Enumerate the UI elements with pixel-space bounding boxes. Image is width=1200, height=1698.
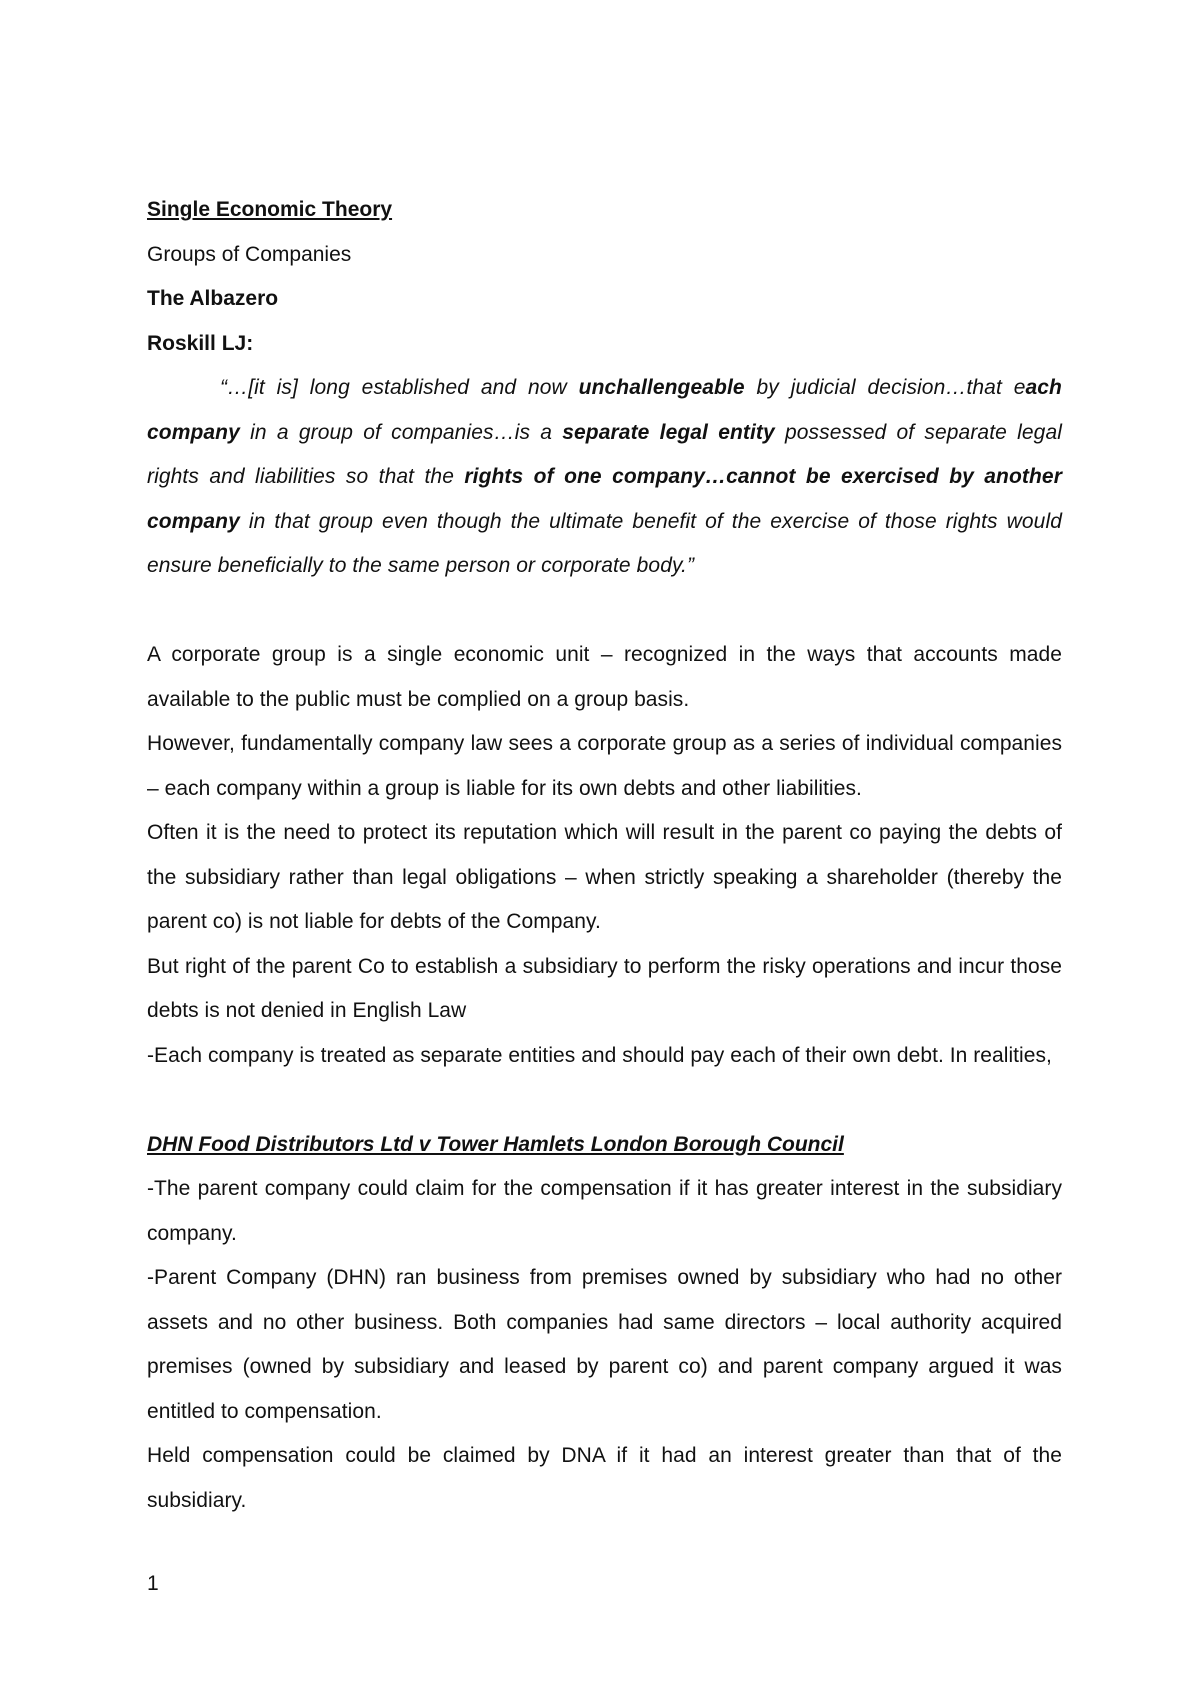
- paragraph: -The parent company could claim for the compensation if it has greater interest in the subsidiary company.: [147, 1177, 1062, 1245]
- quote-emphasis: ach company: [147, 376, 1062, 444]
- paragraph: -Each company is treated as separate entities and should pay each of their own debt. In realities,: [147, 1043, 1052, 1067]
- paragraph: Often it is the need to protect its reputation which will result in the parent co paying the debts of the subsidiary rather than legal obligations – when strictly speaking a shareholder (thereby the parent co) is not liable for debts of the Company.: [147, 821, 1062, 933]
- paragraph: However, fundamentally company law sees a corporate group as a series of individual companies – each company within a group is liable for its own debts and other liabilities.: [147, 732, 1062, 800]
- quote-part: “…[it is] long established and now: [220, 376, 579, 399]
- case-name: The Albazero: [147, 287, 279, 310]
- spacer: [147, 1078, 1062, 1123]
- quote-part: in that group even though the ultimate benefit of the exercise of those rights would ensure beneficially to the same person or corporate body.”: [147, 509, 1062, 577]
- page-number: 1: [147, 1572, 159, 1595]
- paragraph: Held compensation could be claimed by DNA if it had an interest greater than that of the subsidiary.: [147, 1444, 1062, 1512]
- case-heading: DHN Food Distributors Ltd v Tower Hamlets London Borough Council: [147, 1132, 844, 1156]
- judicial-quote: [147, 366, 1062, 589]
- quote-emphasis: separate legal entity: [562, 420, 775, 444]
- document-body: [147, 188, 1062, 1523]
- quote-emphasis: unchallengeable: [578, 376, 745, 399]
- judge-name: Roskill LJ:: [147, 331, 254, 355]
- quote-part: in a group of companies…is a: [239, 420, 563, 444]
- spacer: [147, 589, 1062, 634]
- section-subtitle: Groups of Companies: [147, 242, 352, 266]
- paragraph: But right of the parent Co to establish a subsidiary to perform the risky operations and incur those debts is not denied in English Law: [147, 954, 1062, 1022]
- paragraph: -Parent Company (DHN) ran business from premises owned by subsidiary who had no other assets and no other business. Both companies had same directors – local authority acquired premises (owned by subsidiary and leased by parent co) and parent company argued it was entitled to compensation.: [147, 1266, 1062, 1423]
- quote-part: possessed of separate legal rights and liabilities so that the: [147, 420, 1062, 488]
- quote-emphasis: rights of one company…cannot be exercised by another company: [147, 465, 1062, 533]
- quote-part: by judicial decision…that e: [744, 376, 1026, 399]
- paragraph: A corporate group is a single economic unit – recognized in the ways that accounts made available to the public must be complied on a group basis.: [147, 643, 1062, 711]
- document-title: Single Economic Theory: [147, 198, 393, 221]
